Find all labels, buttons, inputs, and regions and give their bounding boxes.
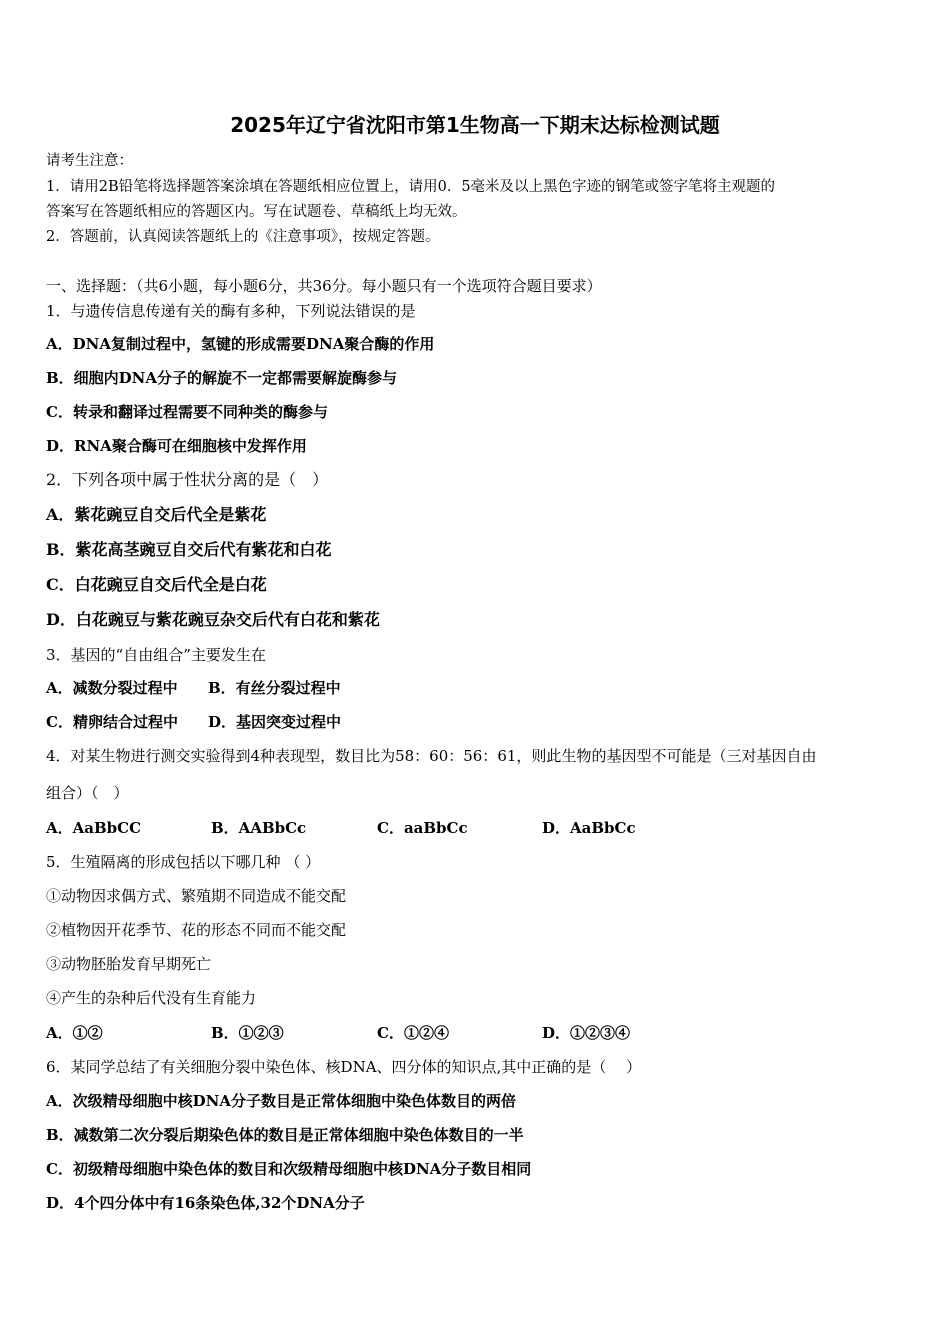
q4-option-d: D．AaBbCc: [542, 819, 636, 837]
q5-option-b: B．①②③: [211, 1024, 284, 1042]
q2-option-b: B．紫花高茎豌豆自交后代有紫花和白花: [46, 540, 332, 559]
q3-option-b: B．有丝分裂过程中: [208, 679, 341, 697]
q5-statement-1: ①动物因求偶方式、繁殖期不同造成不能交配: [46, 887, 347, 905]
q1-option-d: D．RNA聚合酶可在细胞核中发挥作用: [46, 437, 307, 455]
notice-line-1b: 答案写在答题纸相应的答题区内。写在试题卷、草稿纸上均无效。: [46, 204, 467, 220]
q6-option-b: B．减数第二次分裂后期染色体的数目是正常体细胞中染色体数目的一半: [46, 1126, 524, 1144]
q4-option-b: B．AABbCc: [211, 819, 307, 837]
q2-stem: 2．下列各项中属于性状分离的是（ ）: [46, 470, 329, 489]
q2-option-a: A．紫花豌豆自交后代全是紫花: [46, 505, 267, 524]
q4-option-c: C．aaBbCc: [377, 819, 468, 837]
q6-option-a: A．次级精母细胞中核DNA分子数目是正常体细胞中染色体数目的两倍: [46, 1092, 516, 1110]
notice-line-2: 2．答题前，认真阅读答题纸上的《注意事项》，按规定答题。: [46, 229, 440, 245]
q3-option-d: D．基因突变过程中: [208, 713, 342, 731]
q6-option-d: D．4个四分体中有16条染色体,32个DNA分子: [46, 1194, 365, 1212]
q5-option-a: A．①②: [46, 1024, 103, 1042]
q1-option-b: B．细胞内DNA分子的解旋不一定都需要解旋酶参与: [46, 369, 398, 387]
q3-option-c: C．精卵结合过程中: [46, 713, 178, 731]
q5-statement-3: ③动物胚胎发育早期死亡: [46, 955, 212, 973]
q5-option-c: C．①②④: [377, 1024, 449, 1042]
q5-statement-2: ②植物因开花季节、花的形态不同而不能交配: [46, 921, 347, 939]
q4-stem-line-2: 组合）（ ）: [46, 784, 129, 802]
q5-stem: 5．生殖隔离的形成包括以下哪几种 （ ）: [46, 853, 321, 871]
q3-option-a: A．减数分裂过程中: [46, 679, 178, 697]
q5-option-d: D．①②③④: [542, 1024, 631, 1042]
q2-option-c: C．白花豌豆自交后代全是白花: [46, 575, 267, 594]
q6-option-c: C．初级精母细胞中染色体的数目和次级精母细胞中核DNA分子数目相同: [46, 1160, 532, 1178]
q1-option-c: C．转录和翻译过程需要不同种类的酶参与: [46, 403, 328, 421]
notice-line-1a: 1．请用2B铅笔将选择题答案涂填在答题纸相应位置上，请用0．5毫米及以上黑色字迹的钢笔或签字笔将主观题的: [46, 179, 776, 195]
q6-stem: 6．某同学总结了有关细胞分裂中染色体、核DNA、四分体的知识点,其中正确的是（ ）: [46, 1058, 642, 1076]
section-heading: 一、选择题：（共6小题，每小题6分，共36分。每小题只有一个选项符合题目要求）: [46, 277, 602, 295]
q3-stem: 3．基因的“自由组合”主要发生在: [46, 646, 266, 664]
q2-option-d: D．白花豌豆与紫花豌豆杂交后代有白花和紫花: [46, 610, 380, 629]
exam-title: 2025年辽宁省沈阳市第1生物高一下期末达标检测试题: [230, 113, 720, 137]
q4-stem-line-1: 4．对某生物进行测交实验得到4种表现型，数目比为58：60：56：61，则此生物的基因型不可能是（三对基因自由: [46, 747, 817, 765]
q1-option-a: A．DNA复制过程中，氢键的形成需要DNA聚合酶的作用: [46, 335, 435, 353]
q4-option-a: A．AaBbCC: [46, 819, 142, 837]
notice-heading: 请考生注意：: [46, 153, 133, 169]
q5-statement-4: ④产生的杂种后代没有生育能力: [46, 989, 257, 1007]
q1-stem: 1．与遗传信息传递有关的酶有多种，下列说法错误的是: [46, 302, 416, 320]
